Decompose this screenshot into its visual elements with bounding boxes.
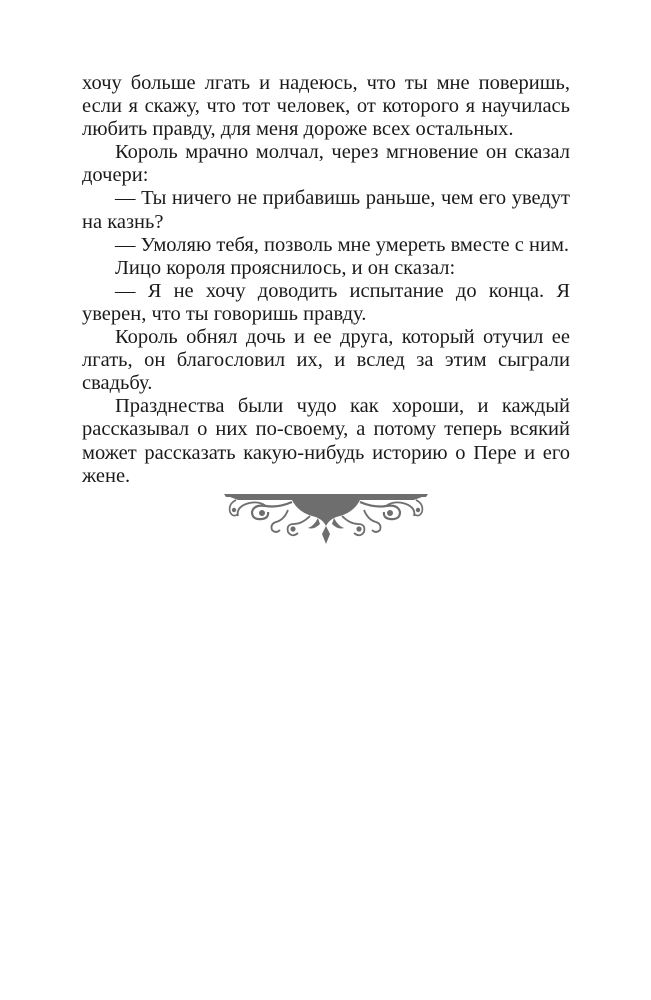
paragraph-king-silent: Король мрачно молчал, через мгновение он сказал дочери: [82, 141, 570, 187]
paragraph-celebration: Празднества были чудо как хороши, и каждый рассказывал о них по-своему, а потому теперь всякий может рассказать какую-нибудь историю о Пере и его жене. [82, 395, 570, 487]
dialogue-line: — Умоляю тебя, позволь мне умереть вместе с ним. [115, 233, 570, 256]
paragraph-blessing: Король обнял дочь и ее друга, который отучил ее лгать, он благословил их, и вслед за этим сыграли свадьбу. [82, 326, 570, 395]
body-text [82, 72, 570, 488]
paragraph-continuation: хочу больше лгать и надеюсь, что ты мне поверишь, если я скажу, что тот человек, от которого я научилась любить правду, для меня дороже всех остальных. [82, 72, 570, 141]
decorative-flourish-icon [222, 486, 430, 548]
dialogue-line: — Ты ничего не прибавишь раньше, чем его уведут на казнь? [82, 187, 570, 233]
paragraph-king-face: Лицо короля прояснилось, и он сказал: [115, 256, 456, 279]
dialogue-line: — Я не хочу доводить испытание до конца. Я уверен, что ты говоришь правду. [82, 279, 570, 325]
